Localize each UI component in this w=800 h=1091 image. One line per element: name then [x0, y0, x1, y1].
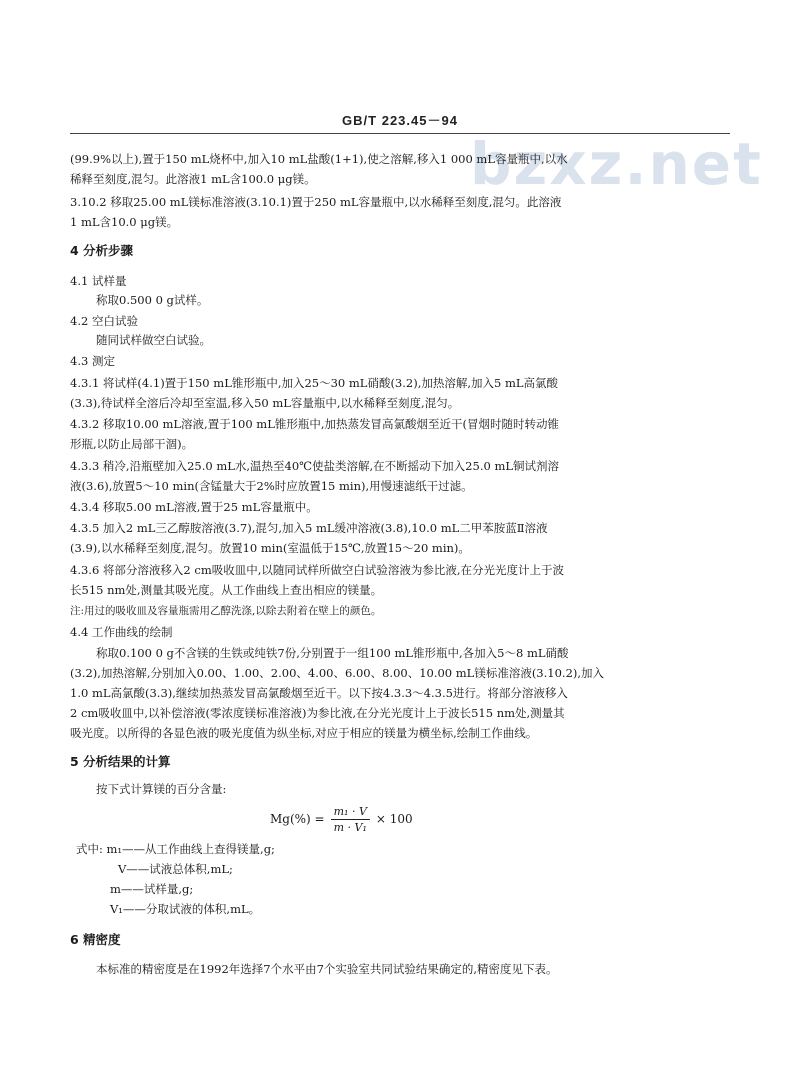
- text-line: 4.3.1 将试样(4.1)置于150 mL锥形瓶中,加入25～30 mL硝酸(3.2),加热溶解,加入5 mL高氯酸: [70, 376, 559, 390]
- header-rule: [70, 133, 730, 134]
- text-line: 4.3.3 稍冷,沿瓶壁加入25.0 mL水,温热至40℃使盐类溶解,在不断摇动下加入25.0 mL铜试剂溶: [70, 459, 559, 473]
- text-line: 称取0.100 0 g不含镁的生铁或纯铁7份,分别置于一组100 mL锥形瓶中,各加入5～8 mL硝酸: [96, 646, 569, 660]
- text-line: V——试液总体积,mL;: [118, 862, 233, 876]
- formula-rhs: × 100: [375, 812, 413, 826]
- text-line: 本标准的精密度是在1992年选择7个水平由7个实验室共同试验结果确定的,精密度见下表。: [96, 962, 558, 976]
- text-line: 稀释至刻度,混匀。此溶液1 mL含100.0 μg镁。: [70, 172, 316, 186]
- text-line: 称取0.500 0 g试样。: [96, 293, 209, 307]
- subsection-heading: 4.3 测定: [70, 354, 115, 368]
- text-line: 吸光度。以所得的各显色液的吸光度值为纵坐标,对应于相应的镁量为横坐标,绘制工作曲线。: [70, 726, 538, 740]
- section-heading: 4 分析步骤: [70, 243, 134, 258]
- text-line: 4.3.2 移取10.00 mL溶液,置于100 mL锥形瓶中,加热蒸发冒高氯酸烟至近干(冒烟时随时转动锥: [70, 417, 559, 431]
- text-line: 4.3.5 加入2 mL三乙醇胺溶液(3.7),混匀,加入5 mL缓冲溶液(3.8),10.0 mL二甲苯胺蓝Ⅱ溶液: [70, 521, 548, 535]
- formula-denominator: m · V₁: [333, 820, 367, 834]
- text-line: 3.10.2 移取25.00 mL镁标准溶液(3.10.1)置于250 mL容量瓶中,以水稀释至刻度,混匀。此溶液: [70, 195, 562, 209]
- text-line: m——试样量,g;: [110, 882, 194, 896]
- subsection-heading: 4.4 工作曲线的绘制: [70, 625, 173, 639]
- text-line: 4.3.4 移取5.00 mL溶液,置于25 mL容量瓶中。: [70, 500, 318, 514]
- standard-header: GB/T 223.45－94: [342, 113, 458, 128]
- section-heading: 6 精密度: [70, 932, 121, 947]
- section-heading: 5 分析结果的计算: [70, 754, 171, 769]
- formula: [270, 803, 413, 835]
- text-line: (99.9%以上),置于150 mL烧杯中,加入10 mL盐酸(1+1),使之溶解,移入1 000 mL容量瓶中,以水: [70, 152, 568, 166]
- text-line: 式中: m₁——从工作曲线上查得镁量,g;: [76, 842, 275, 856]
- text-line: 形瓶,以防止局部干涸)。: [70, 437, 194, 451]
- text-line: 4.3.6 将部分溶液移入2 cm吸收皿中,以随同试样所做空白试验溶液为参比液,在分光光度计上于波: [70, 563, 565, 577]
- formula-lhs: Mg(%) =: [270, 812, 325, 826]
- note-text: 注:用过的吸收皿及容量瓶需用乙醇洗涤,以除去附着在壁上的颜色。: [70, 605, 382, 617]
- text-line: V₁——分取试液的体积,mL。: [110, 902, 261, 916]
- subsection-heading: 4.1 试样量: [70, 274, 127, 288]
- text-line: (3.3),待试样全溶后冷却至室温,移入50 mL容量瓶中,以水稀释至刻度,混匀。: [70, 396, 460, 410]
- text-line: 按下式计算镁的百分含量:: [96, 782, 227, 796]
- formula-numerator: m₁ · V: [331, 805, 370, 820]
- subsection-heading: 4.2 空白试验: [70, 314, 138, 328]
- text-line: 1.0 mL高氯酸(3.3),继续加热蒸发冒高氯酸烟至近干。以下按4.3.3～4.3.5进行。将部分溶液移入: [70, 686, 568, 700]
- text-line: (3.2),加热溶解,分别加入0.00、1.00、2.00、4.00、6.00、8.00、10.00 mL镁标准溶液(3.10.2),加入: [70, 666, 605, 680]
- formula-fraction: [331, 805, 370, 834]
- text-line: 液(3.6),放置5～10 min(含锰量大于2%时应放置15 min),用慢速滤纸干过滤。: [70, 479, 473, 493]
- watermark: bzxz.net: [470, 130, 763, 198]
- text-line: 随同试样做空白试验。: [96, 333, 211, 347]
- text-line: 1 mL含10.0 μg镁。: [70, 215, 179, 229]
- text-line: 长515 nm处,测量其吸光度。从工作曲线上查出相应的镁量。: [70, 583, 383, 597]
- text-line: (3.9),以水稀释至刻度,混匀。放置10 min(室温低于15℃,放置15～20 min)。: [70, 541, 470, 555]
- text-line: 2 cm吸收皿中,以补偿溶液(零浓度镁标准溶液)为参比液,在分光光度计上于波长515 nm处,测量其: [70, 706, 565, 720]
